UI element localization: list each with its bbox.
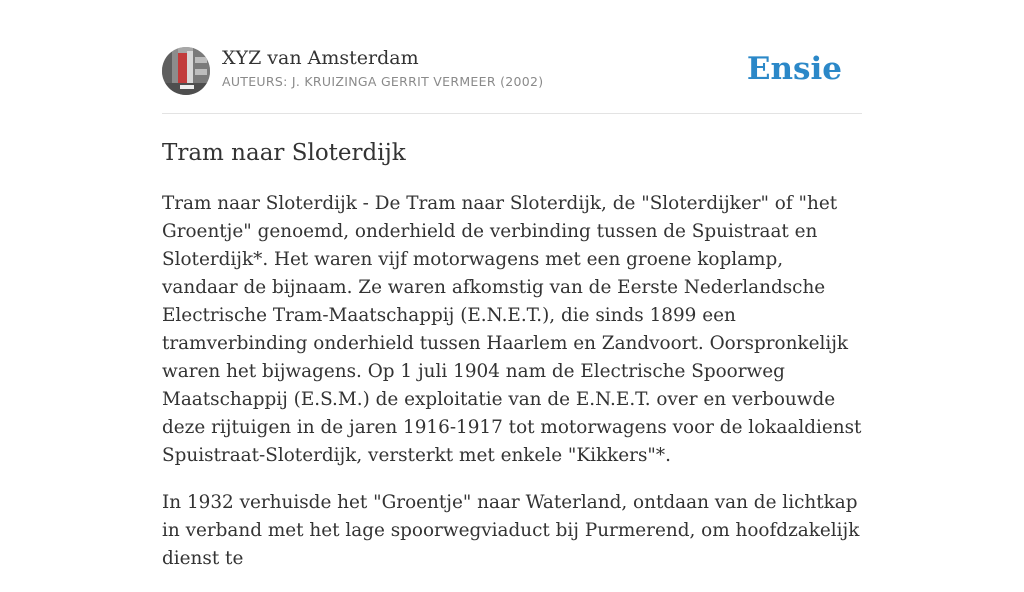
article-title: Tram naar Sloterdijk (162, 140, 406, 166)
source-avatar[interactable] (162, 47, 210, 95)
article-paragraph: Tram naar Sloterdijk - De Tram naar Sloterdijk, de "Sloterdijker" of "het Groentje" genoemd, onderhield de verbinding tussen de Spuistraat en Sloterdijk*. Het waren vijf motorwagens met een groene koplamp, vandaar de bijnaam. Ze waren afkomstig van de Eerste Nederlandsche Electrische Tram-Maatschappij (E.N.E.T.), die sinds 1899 een tramverbinding onderhield tussen Haarlem en Zandvoort. Oorspronkelijk waren het bijwagens. Op 1 juli 1904 nam de Electrische Spoorweg Maatschappij (E.S.M.) de exploitatie van de E.N.E.T. over en verbouwde deze rijtuigen in de jaren 1916-1917 tot motorwagens voor de lokaaldienst Spuistraat-Sloterdijk, versterkt met enkele "Kikkers"*. (162, 193, 862, 466)
book-cover-image (162, 47, 210, 95)
source-title[interactable]: XYZ van Amsterdam (222, 47, 419, 69)
ensie-logo[interactable]: Ensie (746, 51, 842, 87)
article-body (162, 190, 864, 592)
source-header (162, 0, 862, 114)
article-paragraph: In 1932 verhuisde het "Groentje" naar Waterland, ontdaan van de lichtkap in verband met het lage spoorwegviaduct bij Purmerend, om hoofdzakelijk dienst te (162, 492, 860, 569)
source-authors: AUTEURS: J. KRUIZINGA GERRIT VERMEER (2002) (222, 74, 544, 89)
page (162, 0, 862, 569)
